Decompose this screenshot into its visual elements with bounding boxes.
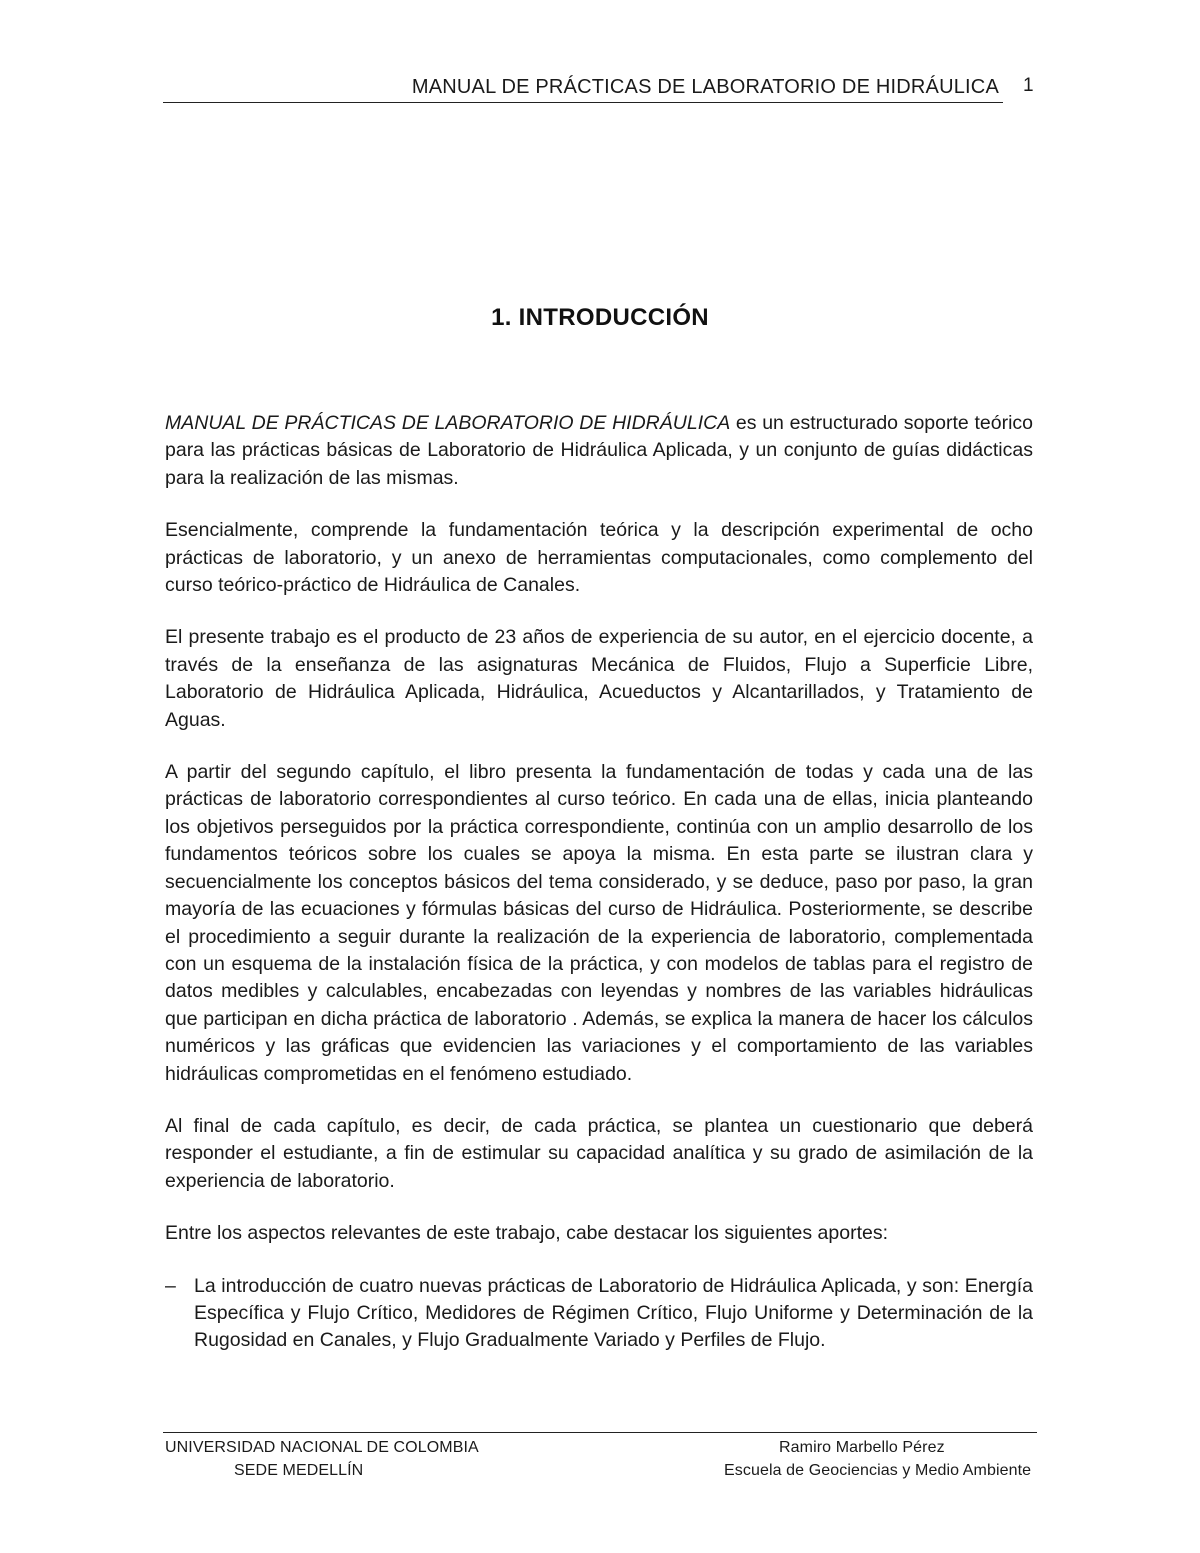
- footer-university: UNIVERSIDAD NACIONAL DE COLOMBIA: [165, 1439, 479, 1456]
- paragraph-3: El presente trabajo es el producto de 23 años de experiencia de su autor, en el ejercicio docente, a través de la enseñanza de las asignaturas Mecánica de Fluidos, Flujo a Superficie Libre, Laboratorio de Hidráulica Aplicada, Hidráulica, Acueductos y Alcantarillados, y Tratamiento de Aguas.: [165, 626, 1033, 731]
- footer-campus: SEDE MEDELLÍN: [234, 1462, 364, 1479]
- bullet-dash: –: [165, 1274, 176, 1297]
- list-item: [165, 1273, 1033, 1355]
- page-number: 1: [1023, 75, 1034, 96]
- header-title: MANUAL DE PRÁCTICAS DE LABORATORIO DE HIDRÁULICA: [411, 76, 999, 98]
- list-item-text: La introducción de cuatro nuevas prácticas de Laboratorio de Hidráulica Aplicada, y son: Energía Específica y Flujo Crítico, Medidores de Régimen Crítico, Flujo Uniforme y Determinación de la Rugosidad en Canales, y Flujo Gradualmente Variado y Perfiles de Flujo.: [194, 1274, 1033, 1352]
- page-header: [163, 70, 1003, 103]
- paragraph-1: [165, 410, 1033, 492]
- body-text: [165, 410, 1033, 1355]
- footer-author: Ramiro Marbello Pérez: [779, 1439, 945, 1456]
- manual-title-italic: MANUAL DE PRÁCTICAS DE LABORATORIO DE HIDRÁULICA: [165, 412, 731, 434]
- footer-divider: [163, 1432, 1037, 1433]
- chapter-heading: 1. INTRODUCCIÓN: [491, 304, 709, 331]
- footer-school: Escuela de Geociencias y Medio Ambiente: [724, 1462, 1032, 1479]
- paragraph-2: Esencialmente, comprende la fundamentación teórica y la descripción experimental de ocho prácticas de laboratorio, y un anexo de herramientas computacionales, como complemento del curso teórico-práctico de Hidráulica de Canales.: [165, 519, 1033, 597]
- paragraph-4: A partir del segundo capítulo, el libro presenta la fundamentación de todas y cada una de las prácticas de laboratorio correspondientes al curso teórico. En cada una de ellas, inicia planteando los objetivos perseguidos por la práctica correspondiente, continúa con un amplio desarrollo de los fundamentos teóricos sobre los cuales se apoya la misma. En esta parte se ilustran clara y secuencialmente los conceptos básicos del tema considerado, y se deduce, paso por paso, la gran mayoría de las ecuaciones y fórmulas básicas del curso de Hidráulica. Posteriormente, se describe el procedimiento a seguir durante la realización de la experiencia de laboratorio, complementada con un esquema de la instalación física de la práctica, y con modelos de tablas para el registro de datos medibles y calculables, encabezadas con leyendas y nombres de las variables hidráulicas que participan en dicha práctica de laboratorio . Además, se explica la manera de hacer los cálculos numéricos y las gráficas que evidencien las variaciones y el comportamiento de las variables hidráulicas comprometidas en el fenómeno estudiado.: [165, 761, 1033, 1085]
- paragraph-1-text: es un estructurado soporte teórico para las prácticas básicas de Laboratorio de Hidráulica Aplicada, y un conjunto de guías didácticas para la realización de las mismas.: [165, 412, 1033, 489]
- paragraph-5: Al final de cada capítulo, es decir, de cada práctica, se plantea un cuestionario que deberá responder el estudiante, a fin de estimular su capacidad analítica y su grado de asimilación de la experiencia de laboratorio.: [165, 1114, 1033, 1192]
- paragraph-6: Entre los aspectos relevantes de este trabajo, cabe destacar los siguientes aportes:: [165, 1222, 889, 1245]
